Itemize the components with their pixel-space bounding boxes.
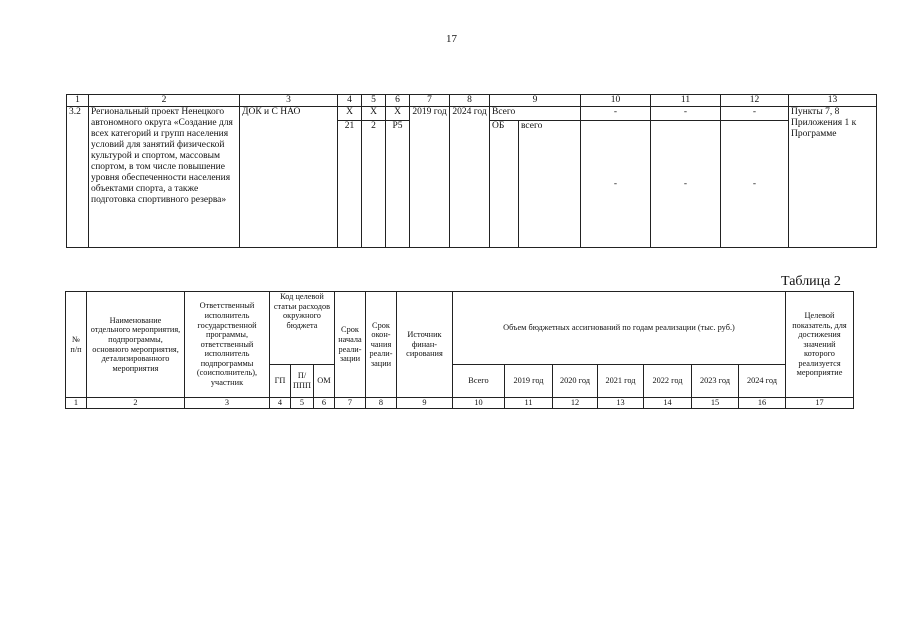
table-budget <box>65 291 854 409</box>
table-header-row: № п/п Наименование отдельного мероприятия, подпрограммы, основного мероприятия, детализированного мероприятия Ответственный исполнитель государственной программы, ответственный исполнитель подпрограммы (соисполнитель), участник Код целевой статьи расходов окружного бюджета Срок начала реали- зации Срок окон- чания реали- зации Источник финан- сирования Объем бюджетных ассигнований по годам реализации (тыс. руб.) Целевой показатель, для достижения значений которого реализуется мероприятие <box>66 292 854 365</box>
table-row: 21 2 Р5 ОБ всего - - - <box>67 121 877 248</box>
page-number: 17 <box>446 33 457 45</box>
table-continuation <box>66 94 877 248</box>
table-header-row: ГП П/ ППП ОМ Всего 2019 год 2020 год 2021 год 2022 год 2023 год 2024 год <box>66 365 854 398</box>
column-numbers-row: 1 2 3 4 5 6 7 8 9 10 11 12 13 14 15 16 17 <box>66 398 854 409</box>
table-row: 3.2 Региональный проект Ненецкого автономного округа «Создание для всех категорий и групп населения условий для занятий физической культурой и спортом, массовым спортом, в том числе повышение уровня обеспеченности населения объектами спорта, а также подготовка спортивного резерва» ДОК и С НАО Х Х Х 2019 год 2024 год Всего - - - Пункты 7, 8 Приложения 1 к Программе <box>67 107 877 121</box>
end-year: 2024 год <box>450 107 490 248</box>
start-year: 2019 год <box>410 107 450 248</box>
target-indicator: Пункты 7, 8 Приложения 1 к Программе <box>789 107 877 248</box>
table-label: Таблица 2 <box>781 274 841 289</box>
row-number: 3.2 <box>67 107 89 248</box>
table-header-row: 1 2 3 4 5 6 7 8 9 10 11 12 13 <box>67 95 877 107</box>
executor: ДОК и С НАО <box>240 107 338 248</box>
project-name: Региональный проект Ненецкого автономного округа «Создание для всех категорий и групп населения условий для занятий физической культурой и спортом, массовым спортом, в том числе повышение уровня обеспеченности населения объектами спорта, а также подготовка спортивного резерва» <box>89 107 240 248</box>
source-total: Всего <box>490 107 581 121</box>
